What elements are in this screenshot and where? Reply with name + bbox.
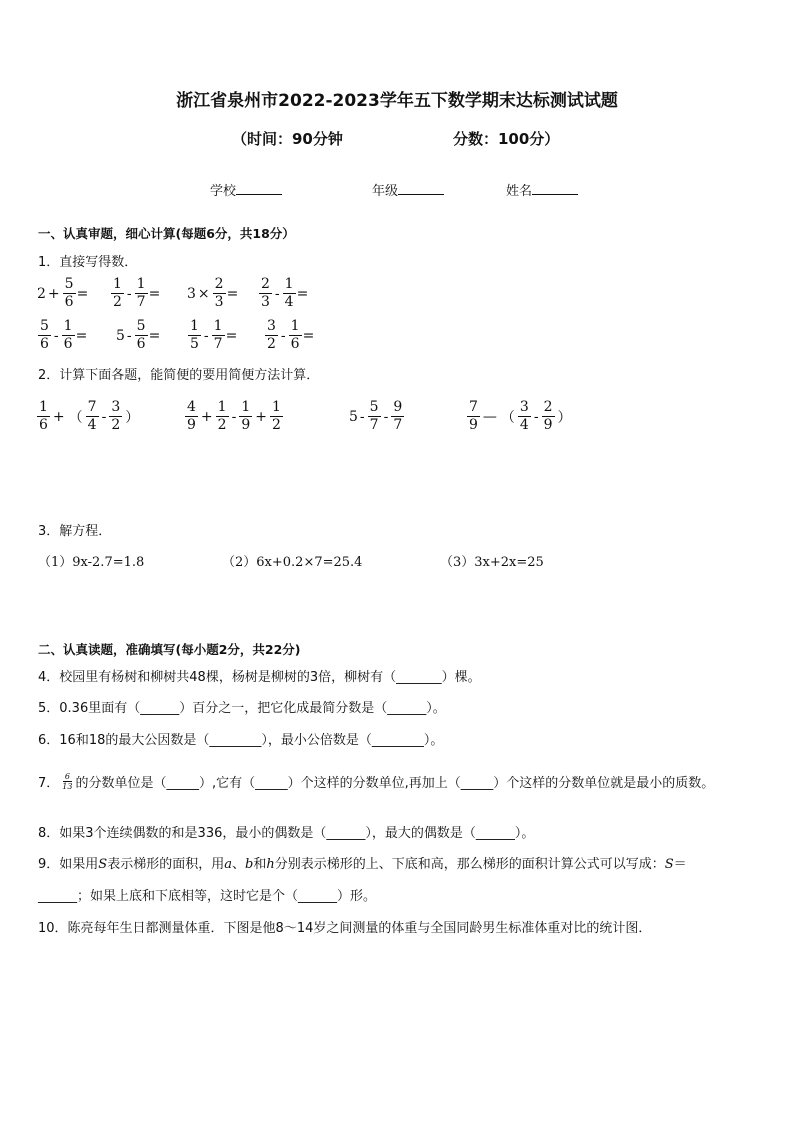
question-4: 4．校园里有杨树和柳树共48棵，杨树是柳树的3倍，柳树有（_______）棵。 [38, 670, 481, 685]
name-label: 姓名 [506, 184, 533, 199]
exam-score: 分数：100分） [453, 130, 560, 148]
question-9-line2: ______；如果上底和下底相等，这时它是个（______）形。 [38, 889, 377, 904]
q1-expr-7: $\frac{1}{5}$ - $\frac{1}{7}$ = [190, 318, 238, 352]
grade-blank[interactable] [398, 182, 444, 195]
q1-expr-3: 3 × $\frac{2}{3}$ = [187, 276, 239, 310]
question-10: 10．陈亮每年生日都测量体重．下图是他8～14岁之间测量的体重与全国同龄男生标准体重对比的统计图． [38, 921, 652, 936]
q2-expr-2: $\frac{4}{9}$ + $\frac{1}{2}$ - $\frac{1}{9}$ + $\frac{1}{2}$ [187, 399, 281, 433]
name-field[interactable] [506, 180, 578, 199]
question-7 [38, 772, 714, 791]
school-blank[interactable] [236, 182, 282, 195]
section2-heading: 二、认真读题，准确填写(每小题2分，共22分) [38, 642, 301, 657]
q1-expr-8: $\frac{3}{2}$ - $\frac{1}{6}$ = [267, 318, 315, 352]
school-field[interactable] [210, 180, 282, 199]
question-9: 9．如果用S表示梯形的面积，用a、b和h分别表示梯形的上、下底和高，那么梯形的面积计算公式可以写成：S＝ [38, 857, 687, 872]
equation-1: （1）9x-2.7=1.8 [38, 555, 145, 570]
question-6: 6．16和18的最大公因数是（________），最小公倍数是（________）。 [38, 733, 444, 748]
question-8: 8．如果3个连续偶数的和是336，最小的偶数是（______），最大的偶数是（______）。 [38, 826, 535, 841]
question-5: 5．0.36里面有（______）百分之一，把它化成最简分数是（______）。 [38, 701, 446, 716]
q1-expr-2: $\frac{1}{2}$ - $\frac{1}{7}$ = [113, 276, 161, 310]
question-1: 1．直接写得数． [38, 255, 138, 270]
exam-time: （时间：90分钟 [232, 130, 343, 148]
q2-expr-4: $\frac{7}{9}$ — （ $\frac{3}{4}$ - $\frac{2}{9}$ ） [469, 399, 572, 433]
equation-3: （3）3x+2x=25 [440, 555, 544, 570]
q1-expr-1: 2 + $\frac{5}{6}$ = [37, 276, 89, 310]
name-blank[interactable] [532, 182, 578, 195]
question-7-number: 7． [38, 776, 60, 791]
q1-expr-6: 5 - $\frac{5}{6}$ = [116, 318, 161, 352]
question-3: 3．解方程． [38, 524, 112, 539]
q1-expr-4: $\frac{2}{3}$ - $\frac{1}{4}$ = [261, 276, 309, 310]
page-title: 浙江省泉州市2022-2023学年五下数学期末达标测试试题 [176, 91, 618, 111]
grade-label: 年级 [372, 184, 399, 199]
question-2: 2．计算下面各题，能简便的要用简便方法计算． [38, 368, 320, 383]
grade-field[interactable] [372, 180, 444, 199]
school-label: 学校 [210, 184, 237, 199]
question-7-text: 的分数单位是（_____）,它有（_____）个这样的分数单位,再加上（_____）个这样的分数单位就是最小的质数。 [75, 776, 715, 791]
q7-fraction: $\frac{6}{13}$ [62, 772, 73, 791]
q2-expr-1: $\frac{1}{6}$ + （ $\frac{7}{4}$ - $\frac{3}{2}$ ） [39, 399, 140, 433]
q2-expr-3: 5 - $\frac{5}{7}$ - $\frac{9}{7}$ [349, 399, 403, 433]
section1-heading: 一、认真审题，细心计算(每题6分，共18分） [38, 226, 295, 241]
q1-expr-5: $\frac{5}{6}$ - $\frac{1}{6}$ = [40, 318, 88, 352]
equation-2: （2）6x+0.2×7=25.4 [222, 555, 363, 570]
